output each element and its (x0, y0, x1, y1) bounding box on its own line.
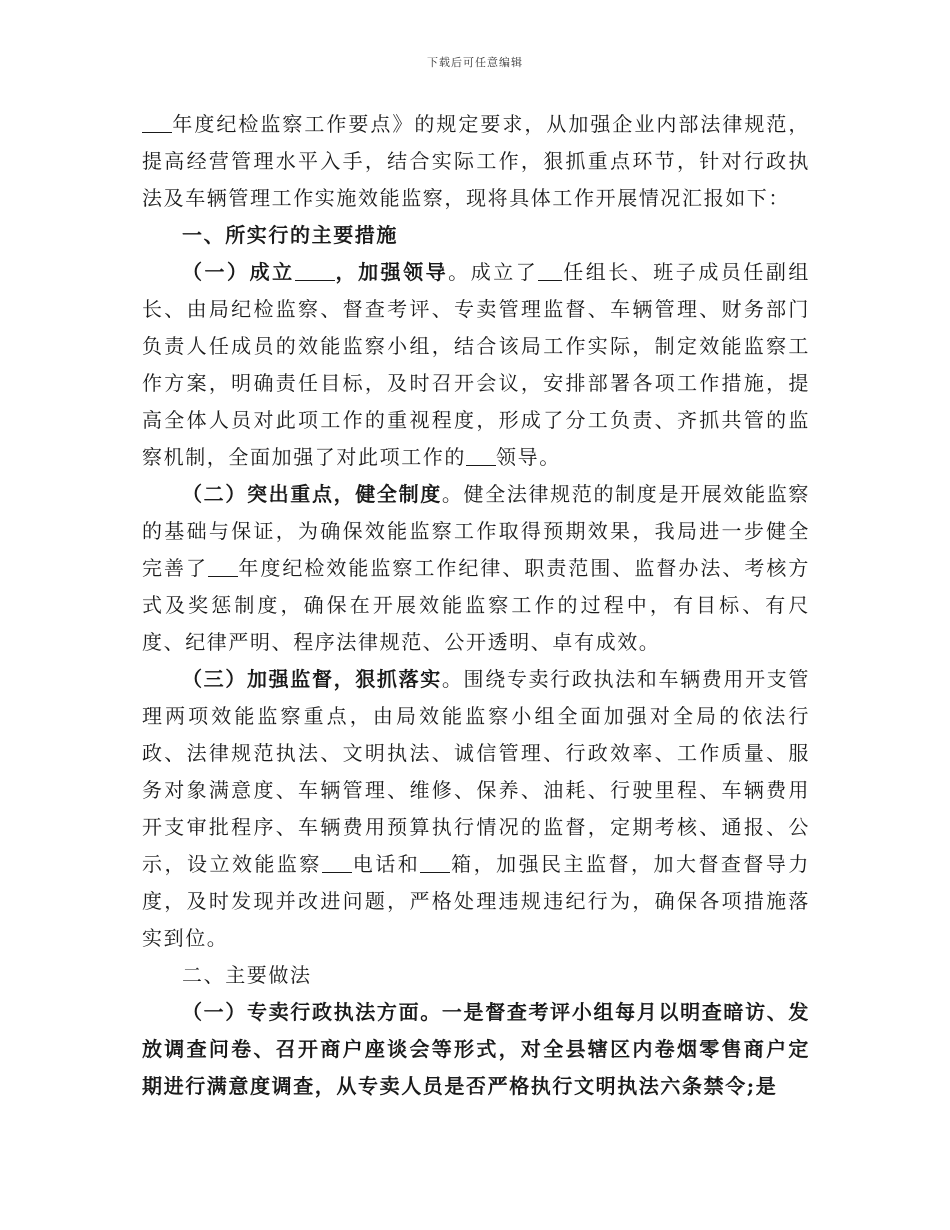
subsection-title: （一）成立 ，加强领导 (182, 260, 449, 284)
paragraph-establish-leadership (142, 254, 810, 476)
subsection-title: （三）加强监督，狠抓落实 (182, 667, 442, 691)
blank-line (420, 852, 450, 873)
blank-line (466, 445, 496, 466)
paragraph-law-enforcement (142, 994, 810, 1105)
blank-line (538, 260, 562, 281)
blank-line (295, 260, 335, 281)
paragraph-text: 年度纪检效能监察工作纪律、职责范围、监督办法、考核方式及奖惩制度，确保在开展效能监察工作的过程中，有目标、有尺度、纪律严明、程序法律规范、公开透明、卓有成效。 (142, 556, 810, 654)
paragraph-text: 。一是督查考评小组每月以明查暗访、发放调查问卷、召开商户座谈会等形式，对全县辖区内卷烟零售商户定期进行满意度调查，从专卖人员是否严格执行文明执法六条禁令;是 (142, 1000, 810, 1098)
subsection-title: （一）专卖行政执法方面 (182, 1000, 421, 1024)
paragraph-text: 箱，加强民主监督，加大督查督导力度，及时发现并改进问题，严格处理违规违纪行为，确保各项措施落实到位。 (142, 852, 810, 950)
section-heading-measures: 一、所实行的主要措施 (182, 223, 398, 247)
paragraph-text: 年度纪检监察工作要点》的规定要求，从加强企业内部法律规范，提高经营管理水平入手，结合实际工作，狠抓重点环节，针对行政执法及车辆管理工作实施效能监察，现将具体工作开展情况汇报如下： (142, 112, 810, 210)
paragraph-text: 领导。 (496, 445, 561, 469)
section-heading-practices: 二、主要做法 (182, 963, 312, 987)
paragraph-text: 。成立了 (448, 260, 539, 284)
paragraph-supervision (142, 661, 810, 957)
paragraph-key-points-system (142, 476, 810, 661)
blank-line (208, 556, 238, 577)
document-body (142, 106, 810, 1105)
paragraph-text: 。健全法律规范的制度是开展效能监察的基础与保证，为确保效能监察工作取得预期效果，我局进一步健全完善了 (142, 482, 811, 580)
subsection-title: （二）突出重点，健全制度 (182, 482, 442, 506)
paragraph-intro (142, 106, 810, 217)
paragraph-text: 。围绕专卖行政执法和车辆费用开支管理两项效能监察重点，由局效能监察小组全面加强对全局的依法行政、法律规范执法、文明执法、诚信管理、行政效率、工作质量、服务对象满意度、车辆管理、维修、保养、油耗、行驶里程、车辆费用开支审批程序、车辆费用预算执行情况的监督，定期考核、通报、公示，设立效能监察 (142, 667, 811, 876)
page-header: 下载后可任意编辑 (427, 56, 523, 69)
paragraph-text: 电话和 (351, 852, 421, 876)
paragraph-text: 任组长、班子成员任副组长、由局纪检监察、督查考评、专卖管理监督、车辆管理、财务部门负责人任成员的效能监察小组，结合该局工作实际，制定效能监察工作方案，明确责任目标，及时召开会议，安排部署各项工作措施，提高全体人员对此项工作的重视程度，形成了分工负责、齐抓共管的监察机制，全面加强了对此项工作的 (142, 260, 811, 469)
blank-line (322, 852, 352, 873)
blank-line (142, 112, 172, 133)
